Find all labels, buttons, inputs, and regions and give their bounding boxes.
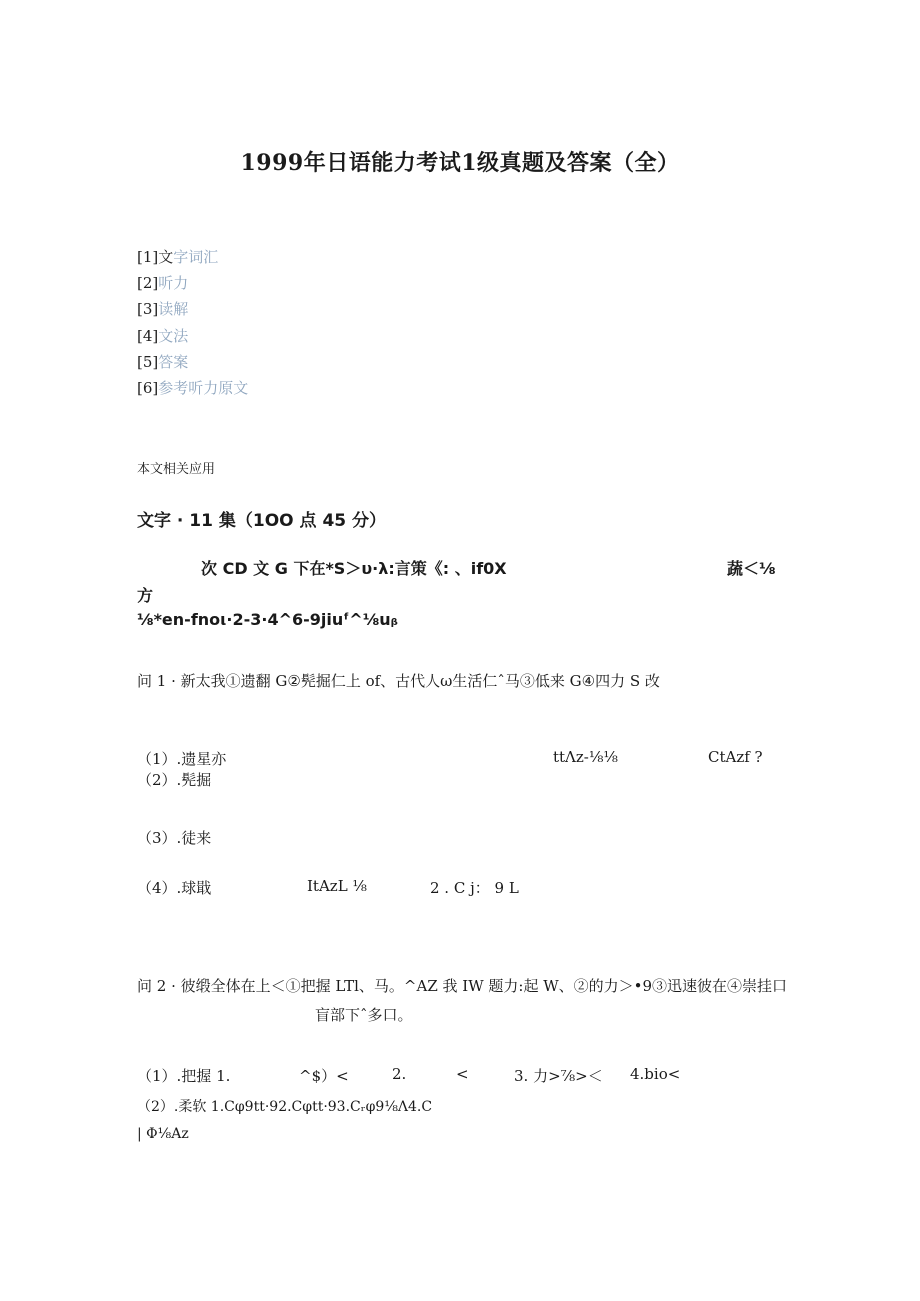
toc-item-vocabulary[interactable] [137,246,218,267]
instruction-line: ⅛*en-fnoι·2-3·4^6-9jiuᶠ^⅛uᵦ [137,610,398,629]
q2-item-line: | Φ⅛Az [137,1126,189,1142]
q1-item-label: （2）.髡掘 [137,771,212,789]
q1-item-label: （3）.徒来 [137,829,212,847]
toc-label-first: 文 [158,248,174,266]
toc-item-listening[interactable] [137,272,188,293]
toc-link[interactable]: 字词汇 [173,248,219,266]
toc-link[interactable]: 听力 [158,274,189,292]
related-heading: 本文相关应用 [137,462,216,477]
toc-number: [6] [137,379,159,397]
toc-number: [4] [137,327,159,345]
q1-item-choice: ItAzL ⅛ [307,877,367,895]
toc-number: [5] [137,353,159,371]
question-2-prompt-cont: 盲部下ˆ多口。 [315,1006,413,1024]
q2-item-label: （1）.把握 1. [137,1067,231,1085]
q2-item-choice: 4.bio< [630,1065,681,1083]
instruction-line: 次 CD 文 G 下在*S＞υ·λ:言策《: 、if0X [201,559,507,578]
toc-link[interactable]: 参考听力原文 [158,379,249,397]
toc-number: [3] [137,300,159,318]
q2-item-choice: < [456,1065,469,1083]
section-heading: 文字 · 11 集（1OO 点 45 分） [137,511,387,531]
toc-link[interactable]: 文法 [158,327,189,345]
q2-item-choice: 2. [392,1065,407,1083]
toc-link[interactable]: 读解 [158,300,189,318]
q1-item-choice: CtAzf ? [708,748,763,766]
question-1-prompt: 问 1 · 新太我①遗翻 G②髡掘仁上 of、古代人ω生活仁ˆ马③低来 G④四力 S 改 [137,672,660,690]
toc-item-reading[interactable] [137,298,188,319]
q2-item-choice: ^$）< [299,1067,349,1085]
q2-item-choice: 3. 力>⅞>＜ [514,1067,603,1085]
q1-item-choice: ttΛz-⅛⅛ [553,748,618,766]
q1-item-label: （1）.遗星亦 [137,750,227,768]
toc-number: [1] [137,248,159,266]
toc-item-grammar[interactable] [137,325,188,346]
toc-item-listening-script[interactable] [137,377,248,398]
q1-item-choice: 2 . C j： 9 L [430,879,519,897]
q1-item-label: （4）.球戢 [137,879,212,897]
toc-link[interactable]: 答案 [158,353,189,371]
instruction-line: 方 [137,586,154,605]
question-2-prompt: 问 2 · 彼缎全体在上＜①把握 LTl、马。^AZ 我 IW 题力:起 W、②的力＞•9③迅速彼在④崇挂口 [137,977,788,995]
toc-number: [2] [137,274,159,292]
toc-item-answers[interactable] [137,351,188,372]
document-title: 1999年日语能力考试1级真题及答案（全） [240,150,680,176]
instruction-right: 蔬＜⅛ [727,559,776,578]
q2-item-line: （2）.柔软 1.Cφ9tt·92.Cφtt·93.Cᵣφ9⅛Λ4.C [137,1099,433,1115]
